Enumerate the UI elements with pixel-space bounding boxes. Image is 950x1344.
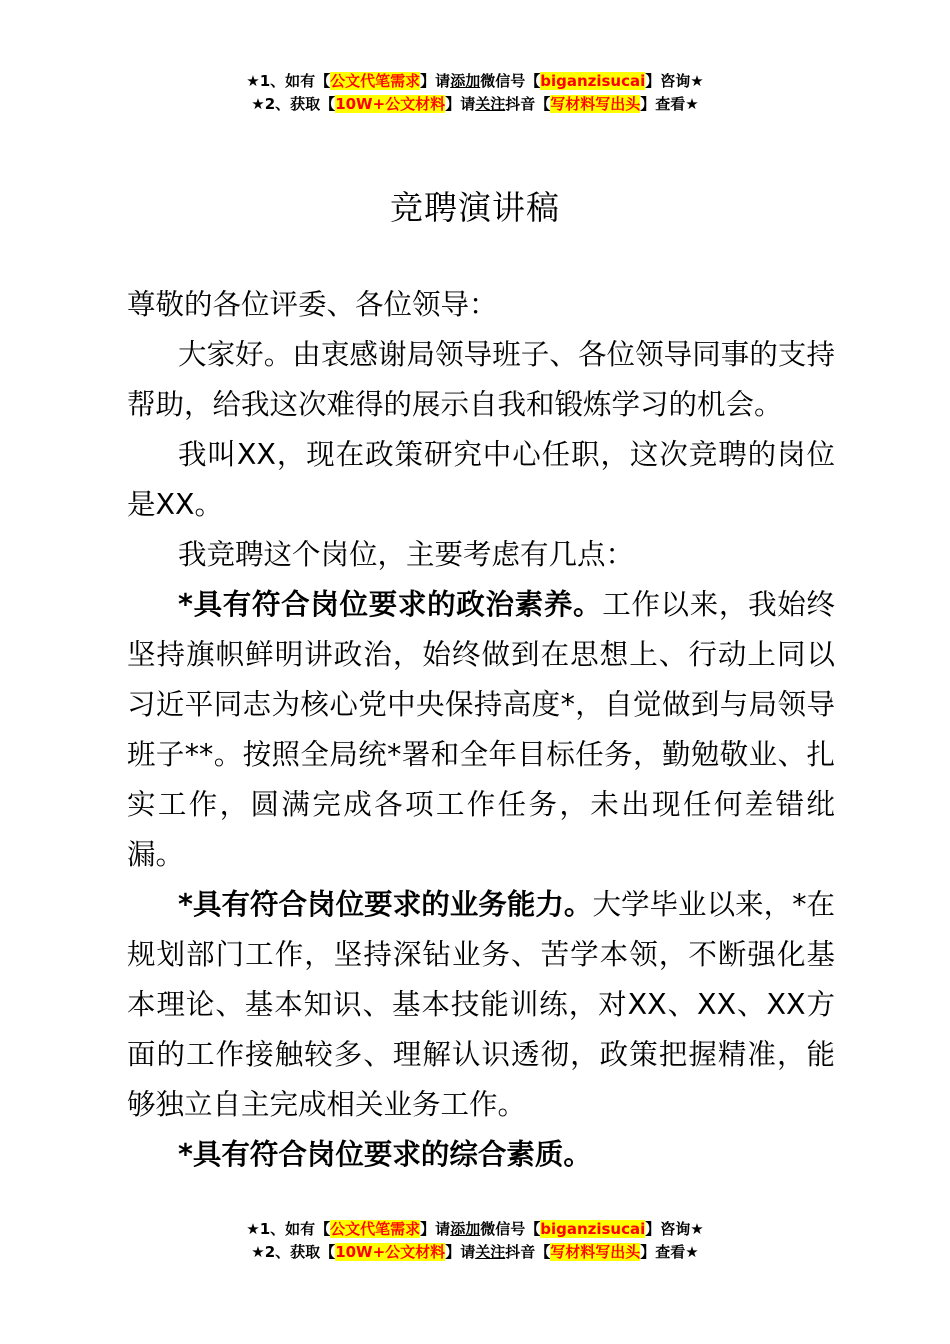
paragraph xyxy=(127,580,835,880)
banner-text: 微信号【 xyxy=(480,72,541,90)
header-banner xyxy=(0,70,950,116)
banner-text: 】请 xyxy=(420,72,451,90)
banner-highlight: biganzisucai xyxy=(540,1220,646,1238)
banner-text: 】请 xyxy=(445,95,476,113)
banner-text: ★1、如有【 xyxy=(246,1220,331,1238)
banner-highlight: 写材料写出头 xyxy=(550,1243,641,1261)
footer-banner xyxy=(0,1218,950,1264)
paragraph-text: 大学毕业以来，*在规划部门工作，坚持深钻业务、苦学本领，不断强化基本理论、基本知识、基本技能训练，对XX、XX、XX方面的工作接触较多、理解认识透彻，政策把握精准，能够独立自主完成相关业务工作。 xyxy=(127,888,835,1121)
banner-highlight: 公文代笔需求 xyxy=(330,72,421,90)
paragraph: 我叫XX，现在政策研究中心任职，这次竞聘的岗位是XX。 xyxy=(127,438,835,521)
banner-text: ★2、获取【 xyxy=(251,1243,336,1261)
banner-text: 】请 xyxy=(445,1243,476,1261)
banner-highlight: 公文代笔需求 xyxy=(330,1220,421,1238)
banner-text: ★2、获取【 xyxy=(251,95,336,113)
banner-line-1 xyxy=(0,1218,950,1241)
banner-underline: 关注 xyxy=(475,95,506,113)
banner-text: ★1、如有【 xyxy=(246,72,331,90)
banner-underline: 添加 xyxy=(450,1220,481,1238)
paragraph: 大家好。由衷感谢局领导班子、各位领导同事的支持帮助，给我这次难得的展示自我和锻炼学习的机会。 xyxy=(127,338,835,421)
banner-text: 抖音【 xyxy=(505,95,551,113)
paragraph: 我竞聘这个岗位，主要考虑有几点： xyxy=(178,538,635,571)
banner-highlight: biganzisucai xyxy=(540,72,646,90)
banner-underline: 关注 xyxy=(475,1243,506,1261)
banner-highlight: 写材料写出头 xyxy=(550,95,641,113)
banner-text: 微信号【 xyxy=(480,1220,541,1238)
point-heading: *具有符合岗位要求的政治素养。 xyxy=(178,588,603,621)
point-heading: *具有符合岗位要求的综合素质。 xyxy=(178,1138,592,1171)
point-heading: *具有符合岗位要求的业务能力。 xyxy=(178,888,593,921)
banner-underline: 添加 xyxy=(450,72,481,90)
banner-highlight: 10W+公文材料 xyxy=(335,1243,446,1261)
banner-line-2 xyxy=(0,93,950,116)
banner-text: 】咨询★ xyxy=(645,72,704,90)
banner-text: 】查看★ xyxy=(640,95,699,113)
document-title: 竞聘演讲稿 xyxy=(390,188,560,227)
banner-text: 】请 xyxy=(420,1220,451,1238)
paragraph xyxy=(127,880,835,1130)
banner-text: 】咨询★ xyxy=(645,1220,704,1238)
document-body xyxy=(127,280,835,1180)
salutation: 尊敬的各位评委、各位领导： xyxy=(127,288,498,321)
banner-text: 】查看★ xyxy=(640,1243,699,1261)
paragraph xyxy=(127,1130,835,1180)
banner-text: 抖音【 xyxy=(505,1243,551,1261)
paragraph-text: 工作以来，我始终坚持旗帜鲜明讲政治，始终做到在思想上、行动上同以习近平同志为核心党中央保持高度*，自觉做到与局领导班子**。按照全局统*署和全年目标任务，勤勉敬业、扎实工作，圆满完成各项工作任务，未出现任何差错纰漏。 xyxy=(127,588,835,871)
banner-line-2 xyxy=(0,1241,950,1264)
banner-line-1 xyxy=(0,70,950,93)
banner-highlight: 10W+公文材料 xyxy=(335,95,446,113)
